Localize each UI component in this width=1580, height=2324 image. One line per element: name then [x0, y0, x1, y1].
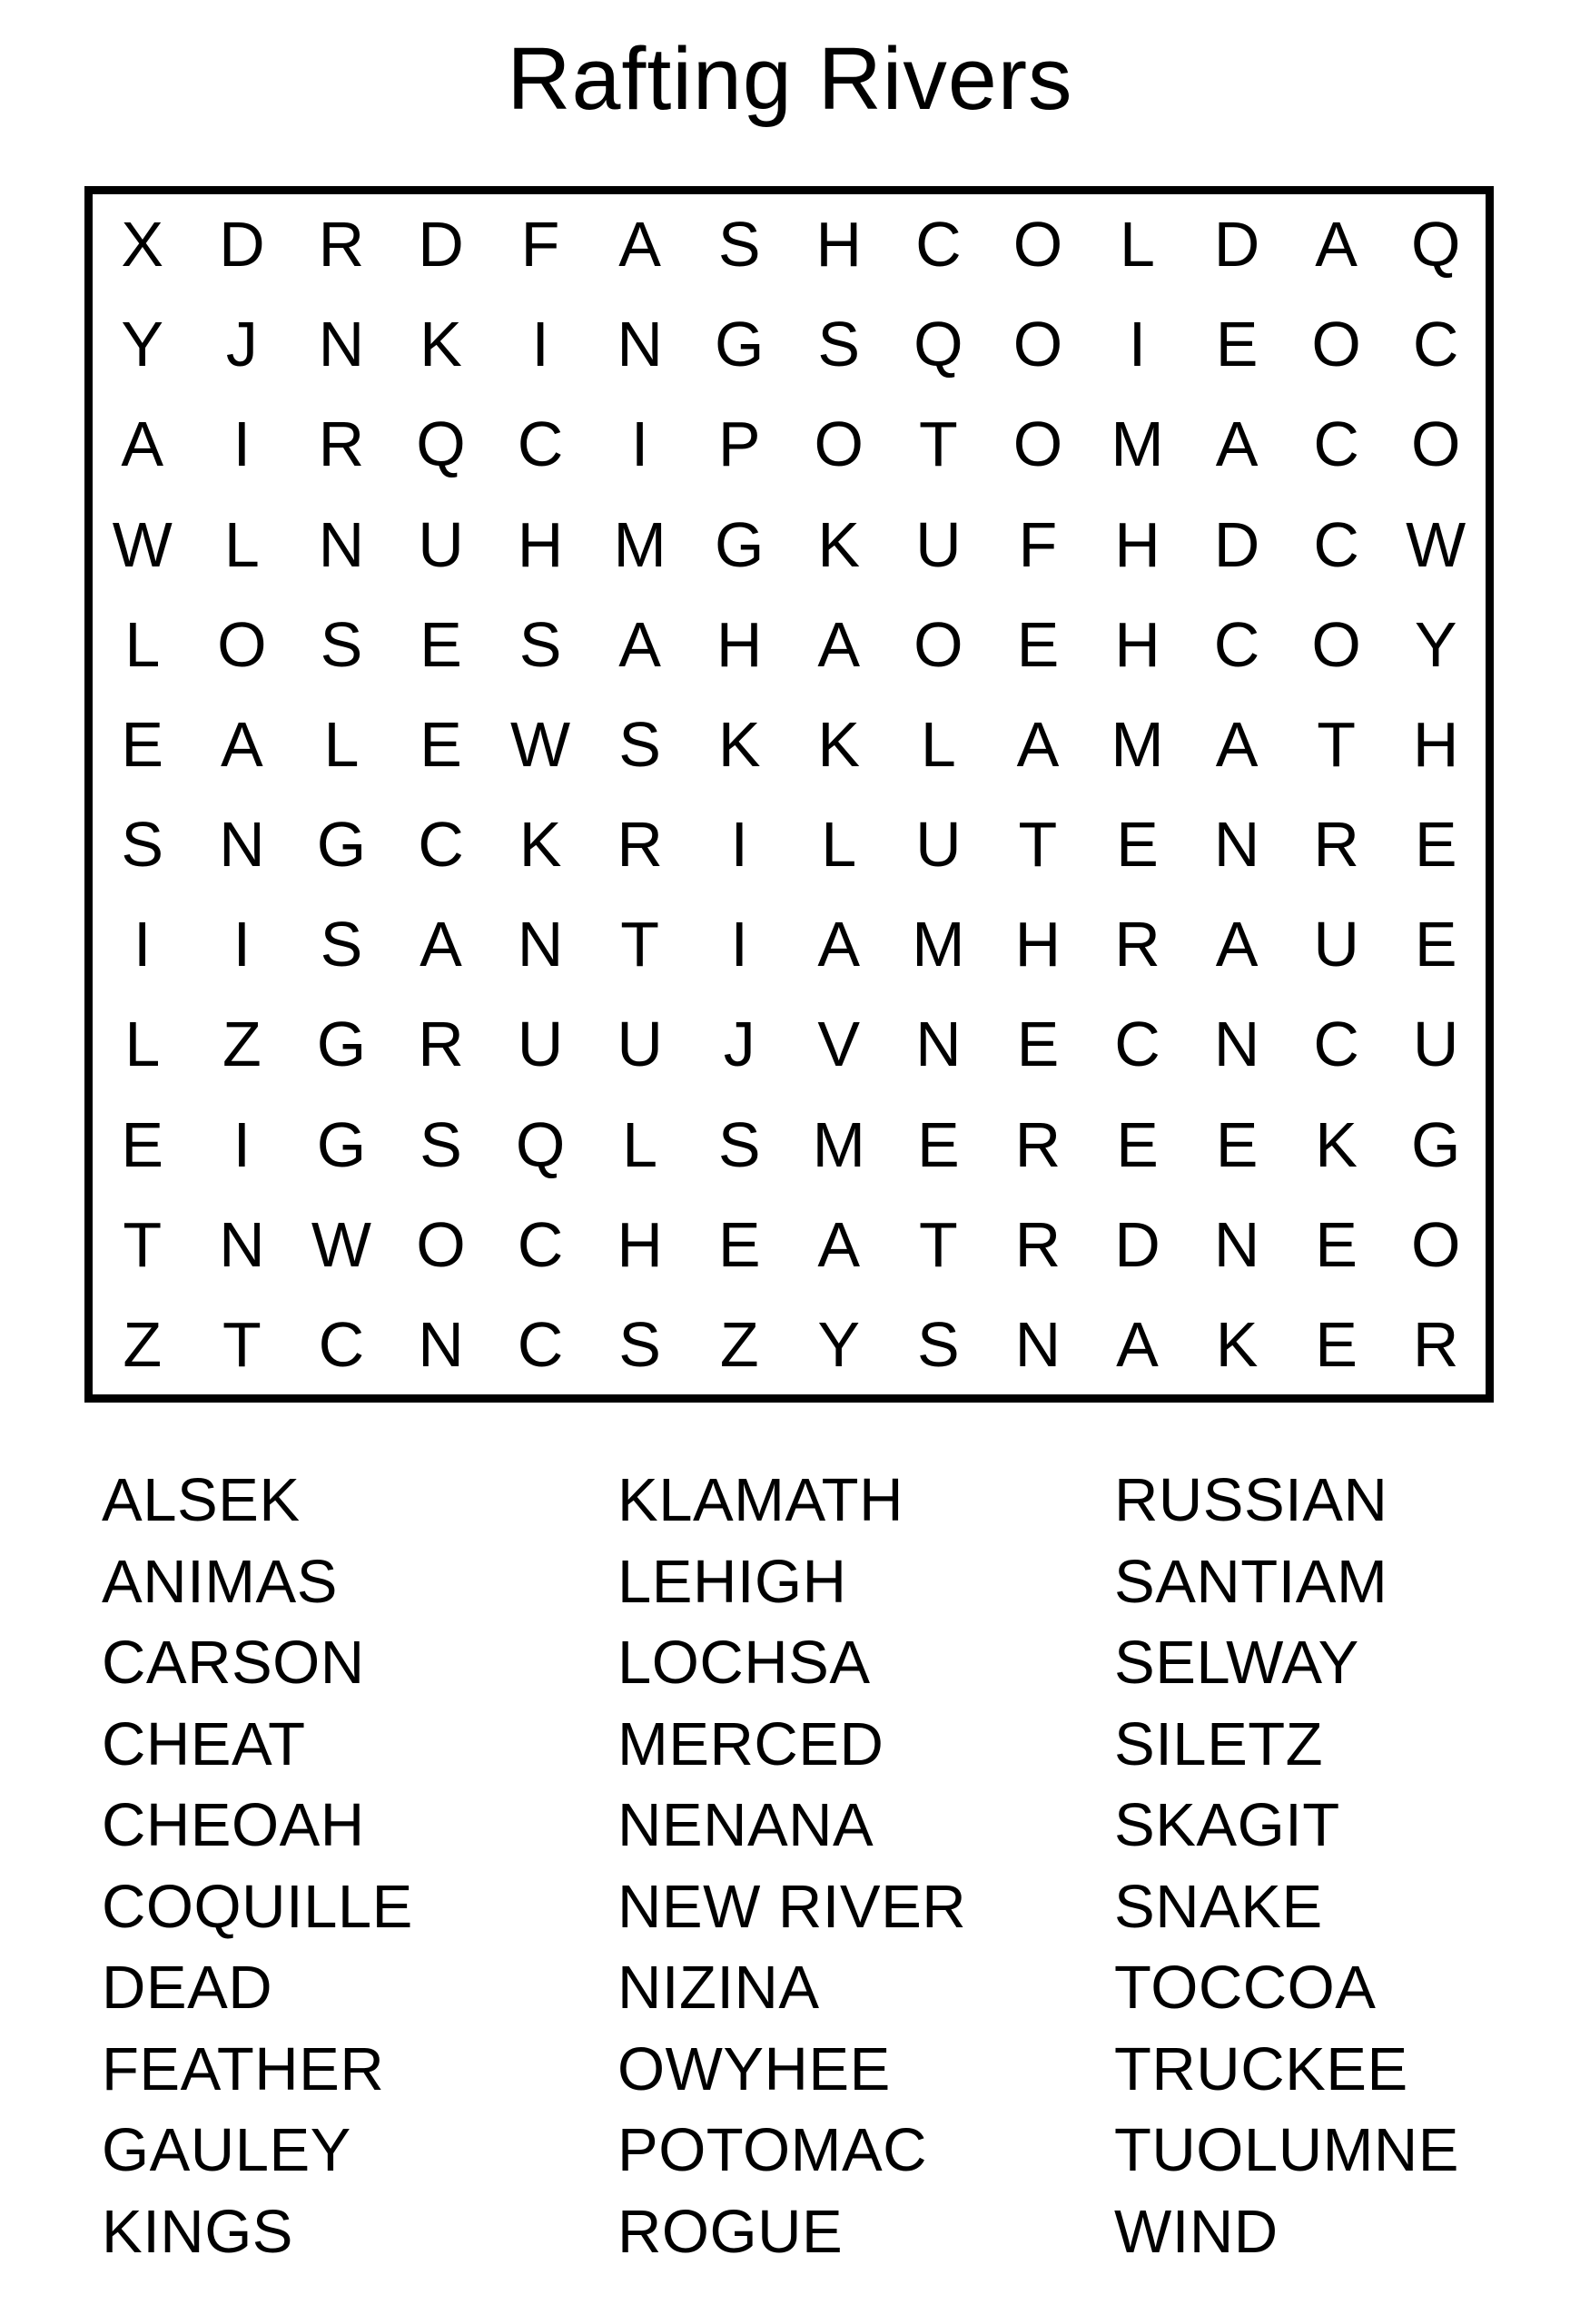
grid-cell: T [123, 1208, 163, 1280]
grid-cell: H [1014, 909, 1062, 980]
word-item: SKAGIT [1114, 1791, 1340, 1859]
grid-cell: M [812, 1108, 865, 1180]
grid-cell: K [518, 809, 562, 881]
grid-cell: A [618, 608, 661, 680]
word-item: SILETZ [1114, 1709, 1324, 1778]
grid-cell: N [517, 909, 564, 980]
grid-cell: N [617, 309, 663, 380]
word-item: NENANA [617, 1791, 874, 1859]
grid-cell: Y [1414, 608, 1457, 680]
grid-cell: J [225, 309, 258, 380]
grid-cell: L [323, 708, 360, 780]
grid-cell: S [420, 1108, 462, 1180]
grid-cell: A [1215, 909, 1259, 980]
word-item: FEATHER [102, 2034, 385, 2103]
grid-cell: I [730, 809, 748, 881]
grid-cell: H [517, 508, 564, 580]
grid-cell: P [717, 409, 761, 480]
grid-cell: C [318, 1308, 365, 1380]
grid-cell: U [517, 1009, 564, 1080]
grid-cell: M [1111, 708, 1164, 780]
grid-cell: E [1116, 809, 1159, 881]
word-item: MERCED [617, 1709, 884, 1778]
grid-cell: E [1016, 1009, 1060, 1080]
grid-cell: C [517, 1308, 564, 1380]
word-item: KINGS [102, 2197, 293, 2266]
grid-cell: C [517, 1208, 564, 1280]
grid-cell: D [1213, 209, 1260, 281]
grid-cell: I [1128, 309, 1147, 380]
grid-cell: R [1014, 1208, 1062, 1280]
word-item: CHEOAH [102, 1791, 365, 1859]
grid-cell: L [920, 708, 956, 780]
grid-cell: O [1410, 1208, 1461, 1280]
grid-cell: A [817, 909, 861, 980]
grid-cell: S [717, 209, 761, 281]
grid-cell: N [1213, 1208, 1260, 1280]
grid-cell: U [418, 508, 464, 580]
grid-cell: E [1215, 309, 1259, 380]
word-item: GAULEY [102, 2116, 351, 2184]
grid-cell: W [1406, 508, 1466, 580]
grid-cell: E [121, 1108, 164, 1180]
word-item: CHEAT [102, 1709, 306, 1778]
grid-cell: F [1018, 508, 1058, 580]
grid-cell: Q [515, 1108, 566, 1180]
grid-cell: E [717, 1208, 761, 1280]
grid-cell: A [1215, 708, 1259, 780]
grid-cell: M [613, 508, 667, 580]
grid-cell: U [1313, 909, 1359, 980]
grid-cell: G [714, 309, 765, 380]
grid-cell: N [219, 1208, 265, 1280]
grid-cell: S [121, 809, 164, 881]
grid-cell: W [510, 708, 571, 780]
grid-cell: A [1016, 708, 1060, 780]
word-list-column-1 [102, 1460, 413, 2272]
grid-cell: E [121, 708, 164, 780]
grid-cell: X [121, 209, 164, 281]
word-item: POTOMAC [617, 2116, 928, 2184]
grid-cell: H [617, 1208, 663, 1280]
grid-cell: N [1213, 1009, 1260, 1080]
grid-cell: C [1313, 409, 1359, 480]
grid-cell: G [316, 809, 367, 881]
grid-cell: N [1213, 809, 1260, 881]
grid-cell: U [1412, 1009, 1459, 1080]
word-list-column-2 [617, 1460, 966, 2272]
grid-cell: U [915, 809, 962, 881]
grid-cell: O [1311, 309, 1361, 380]
grid-cell: H [1114, 608, 1160, 680]
grid-cell: A [121, 409, 164, 480]
grid-cell: S [917, 1308, 960, 1380]
grid-cell: M [1111, 409, 1164, 480]
grid-cell: O [1012, 209, 1063, 281]
grid-cell: E [1315, 1308, 1358, 1380]
grid-cell: O [913, 608, 963, 680]
grid-cell: R [418, 1009, 464, 1080]
grid-cell: C [915, 209, 962, 281]
grid-cell: R [1014, 1108, 1062, 1180]
grid-cell: A [1315, 209, 1358, 281]
grid-cell: N [418, 1308, 464, 1380]
grid-cell: U [915, 508, 962, 580]
grid-cell: I [531, 309, 549, 380]
word-item: TRUCKEE [1114, 2034, 1408, 2103]
grid-cell: Q [913, 309, 963, 380]
grid-cell: S [817, 309, 861, 380]
grid-cell: D [1114, 1208, 1160, 1280]
grid-cell: O [1311, 608, 1361, 680]
letter-grid [84, 186, 1494, 1403]
grid-cell: K [817, 708, 861, 780]
grid-cell: E [1414, 909, 1457, 980]
grid-cell: K [420, 309, 462, 380]
word-item: SNAKE [1114, 1872, 1323, 1941]
word-item: KLAMATH [617, 1466, 904, 1534]
grid-cell: U [617, 1009, 663, 1080]
grid-cell: N [219, 809, 265, 881]
grid-cell: O [416, 1208, 466, 1280]
grid-cell: F [520, 209, 560, 281]
word-item: OWYHEE [617, 2034, 891, 2103]
grid-cell: I [232, 909, 252, 980]
word-item: ALSEK [102, 1466, 301, 1534]
grid-cell: I [232, 1108, 252, 1180]
word-list-column-3 [1114, 1460, 1459, 2272]
grid-cell: T [918, 409, 958, 480]
grid-cell: V [817, 1009, 861, 1080]
grid-cell: E [1414, 809, 1457, 881]
grid-cell: I [232, 409, 252, 480]
grid-cell: N [1014, 1308, 1062, 1380]
grid-cell: L [821, 809, 857, 881]
word-item: DEAD [102, 1954, 273, 2022]
grid-cell: C [1313, 508, 1359, 580]
word-item: RUSSIAN [1114, 1466, 1388, 1534]
grid-cell: Y [121, 309, 164, 380]
puzzle-title: Rafting Rivers [507, 29, 1073, 128]
grid-cell: A [817, 1208, 861, 1280]
grid-cell: S [618, 1308, 661, 1380]
word-item: LOCHSA [617, 1629, 871, 1697]
grid-cell: I [730, 909, 748, 980]
grid-cell: R [1412, 1308, 1459, 1380]
grid-cell: H [815, 209, 863, 281]
grid-cell: D [418, 209, 464, 281]
grid-cell: Y [817, 1308, 861, 1380]
grid-cell: K [717, 708, 761, 780]
grid-cell: W [112, 508, 173, 580]
grid-cell: A [618, 209, 661, 281]
word-item: ROGUE [617, 2197, 844, 2266]
grid-cell: C [418, 809, 464, 881]
grid-cell: G [1410, 1108, 1461, 1180]
grid-cell: I [133, 909, 152, 980]
grid-cell: N [915, 1009, 962, 1080]
grid-cell: H [1412, 708, 1459, 780]
grid-cell: A [1116, 1308, 1159, 1380]
grid-cell: O [217, 608, 267, 680]
grid-cell: D [1213, 508, 1260, 580]
grid-cell: I [630, 409, 649, 480]
grid-cell: L [223, 508, 260, 580]
grid-cell: L [124, 1009, 161, 1080]
grid-cell: A [221, 708, 263, 780]
grid-cell: D [219, 209, 265, 281]
grid-cell: Q [416, 409, 466, 480]
grid-cell: L [1120, 209, 1155, 281]
grid-cell: L [622, 1108, 658, 1180]
grid-cell: E [1016, 608, 1060, 680]
grid-cell: T [620, 909, 660, 980]
grid-cell: H [1114, 508, 1160, 580]
grid-cell: R [318, 209, 365, 281]
word-item: TOCCOA [1114, 1954, 1377, 2022]
grid-cell: T [1317, 708, 1357, 780]
grid-cell: G [714, 508, 765, 580]
grid-cell: K [1315, 1108, 1358, 1180]
grid-cell: O [1410, 409, 1461, 480]
grid-cell: Z [222, 1009, 262, 1080]
word-item: COQUILLE [102, 1872, 413, 1941]
grid-cell: Z [719, 1308, 759, 1380]
grid-cell: Q [1410, 209, 1461, 281]
grid-cell: O [1012, 309, 1063, 380]
grid-cell: S [618, 708, 661, 780]
grid-cell: H [716, 608, 763, 680]
grid-cell: S [320, 608, 363, 680]
word-item: ANIMAS [102, 1547, 338, 1616]
grid-cell: C [1412, 309, 1459, 380]
grid-cell: E [420, 708, 462, 780]
grid-cell: C [1313, 1009, 1359, 1080]
grid-cell: E [420, 608, 462, 680]
grid-cell: R [617, 809, 663, 881]
grid-cell: Z [123, 1308, 163, 1380]
grid-cell: K [1215, 1308, 1259, 1380]
word-item: TUOLUMNE [1114, 2116, 1459, 2184]
grid-cell: T [1018, 809, 1058, 881]
grid-cell: S [518, 608, 562, 680]
grid-cell: T [918, 1208, 958, 1280]
grid-cell: C [1213, 608, 1260, 680]
word-item: LEHIGH [617, 1547, 847, 1616]
grid-cell: N [318, 309, 365, 380]
grid-cell: R [1313, 809, 1359, 881]
grid-cell: A [817, 608, 861, 680]
grid-cell: R [318, 409, 365, 480]
word-item: WIND [1114, 2197, 1279, 2266]
grid-cell: G [316, 1009, 367, 1080]
grid-cell: K [817, 508, 861, 580]
grid-cell: W [311, 1208, 371, 1280]
word-item: SANTIAM [1114, 1547, 1388, 1616]
grid-cell: C [517, 409, 564, 480]
grid-cell: G [316, 1108, 367, 1180]
grid-cell: M [912, 909, 965, 980]
grid-cell: J [723, 1009, 755, 1080]
grid-cell: A [420, 909, 462, 980]
grid-cell: L [124, 608, 161, 680]
grid-cell: E [1215, 1108, 1259, 1180]
grid-cell: S [320, 909, 363, 980]
word-item: CARSON [102, 1629, 365, 1697]
word-item: SELWAY [1114, 1629, 1359, 1697]
grid-cell: E [1116, 1108, 1159, 1180]
grid-cell: R [1114, 909, 1160, 980]
grid-cell: T [222, 1308, 262, 1380]
word-item: NIZINA [617, 1954, 820, 2022]
grid-cell: O [814, 409, 864, 480]
grid-cell: A [1215, 409, 1259, 480]
grid-cell: E [1315, 1208, 1358, 1280]
word-item: NEW RIVER [617, 1872, 967, 1941]
grid-cell: E [917, 1108, 960, 1180]
grid-cell: C [1114, 1009, 1160, 1080]
grid-cell: N [318, 508, 365, 580]
grid-cell: S [717, 1108, 761, 1180]
grid-cell: O [1012, 409, 1063, 480]
